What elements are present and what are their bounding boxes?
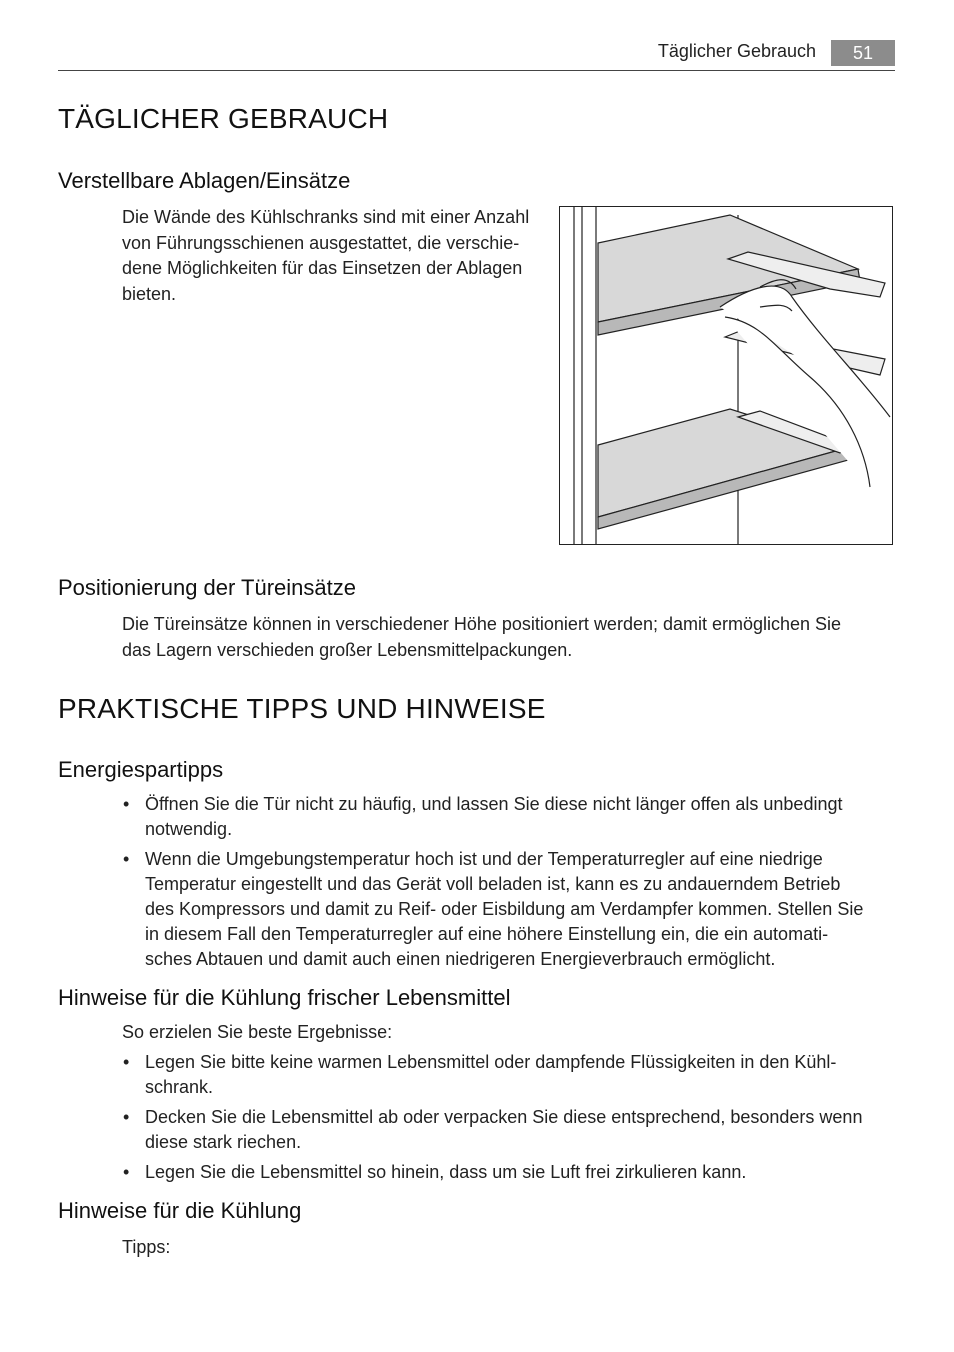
energy-tips-list bbox=[122, 792, 897, 977]
list-item: • Legen Sie die Lebensmittel so hinein, dass um sie Luft frei zirkulieren kann. bbox=[122, 1160, 897, 1185]
bullet-icon: • bbox=[123, 849, 130, 869]
fresh-food-list bbox=[122, 1050, 897, 1190]
bullet-icon: • bbox=[123, 1052, 130, 1072]
subsection-title-shelves: Verstellbare Ablagen/Einsätze bbox=[58, 168, 351, 193]
bullet-icon: • bbox=[123, 1107, 130, 1127]
fridge-shelf-drawing bbox=[560, 207, 892, 544]
subsection-title-door-inserts: Positionierung der Türeinsätze bbox=[58, 575, 356, 600]
list-item: • Öffnen Sie die Tür nicht zu häufig, und lassen Sie diese nicht länger offen als unbedingt notwendig. bbox=[123, 794, 843, 839]
door-inserts-paragraph bbox=[122, 612, 841, 663]
text-line: bieten. bbox=[122, 283, 177, 304]
text-line: dene Möglichkeiten für das Einsetzen der Ablagen bbox=[122, 258, 523, 278]
subsection-title-cooling: Hinweise für die Kühlung bbox=[58, 1198, 302, 1223]
page-number: 51 bbox=[831, 40, 895, 66]
shelves-paragraph bbox=[122, 205, 529, 307]
subsection-title-fresh-food: Hinweise für die Kühlung frischer Lebensmittel bbox=[58, 985, 511, 1010]
text-line: das Lagern verschieden großer Lebensmittelpackungen. bbox=[122, 639, 573, 660]
text-line: von Führungsschienen ausgestattet, die verschie- bbox=[122, 232, 520, 253]
subsection-title-energy: Energiespartipps bbox=[58, 757, 224, 782]
section-title-tips: PRAKTISCHE TIPPS UND HINWEISE bbox=[58, 693, 546, 724]
cooling-intro: Tipps: bbox=[122, 1237, 171, 1257]
text-line: Die Türeinsätze können in verschiedener Höhe positioniert werden; damit ermöglichen Sie bbox=[122, 614, 842, 634]
shelf-illustration bbox=[559, 206, 893, 545]
bullet-icon: • bbox=[123, 1162, 130, 1182]
list-item: • Decken Sie die Lebensmittel ab oder verpacken Sie diese entsprechend, besonders wenn diese stark riechen. bbox=[123, 1107, 863, 1152]
text-line: Die Wände des Kühlschranks sind mit einer Anzahl bbox=[122, 207, 530, 227]
header-divider bbox=[58, 70, 895, 71]
list-item: • Legen Sie bitte keine warmen Lebensmittel oder dampfende Flüssigkeiten in den Kühl- schrank. bbox=[123, 1052, 837, 1097]
fresh-food-intro: So erzielen Sie beste Ergebnisse: bbox=[122, 1022, 393, 1042]
list-item: • Wenn die Umgebungstemperatur hoch ist und der Temperaturregler auf eine niedrige Temperatur eingestellt und das Gerät voll beladen ist, kann es zu andauerndem Betrieb des Kompressors und damit zu Reif- oder Eisbildung am Verdampfer kommen. Stellen Sie in diesem Fall den Temperaturregler auf eine höhere Einstellung ein, die ein automati- sches Abtauen und damit auch einen niedrigeren Energieverbrauch ermöglicht. bbox=[123, 849, 864, 969]
running-header: Täglicher Gebrauch bbox=[657, 41, 816, 61]
bullet-icon: • bbox=[123, 794, 130, 814]
section-title-daily-use: TÄGLICHER GEBRAUCH bbox=[58, 103, 389, 134]
